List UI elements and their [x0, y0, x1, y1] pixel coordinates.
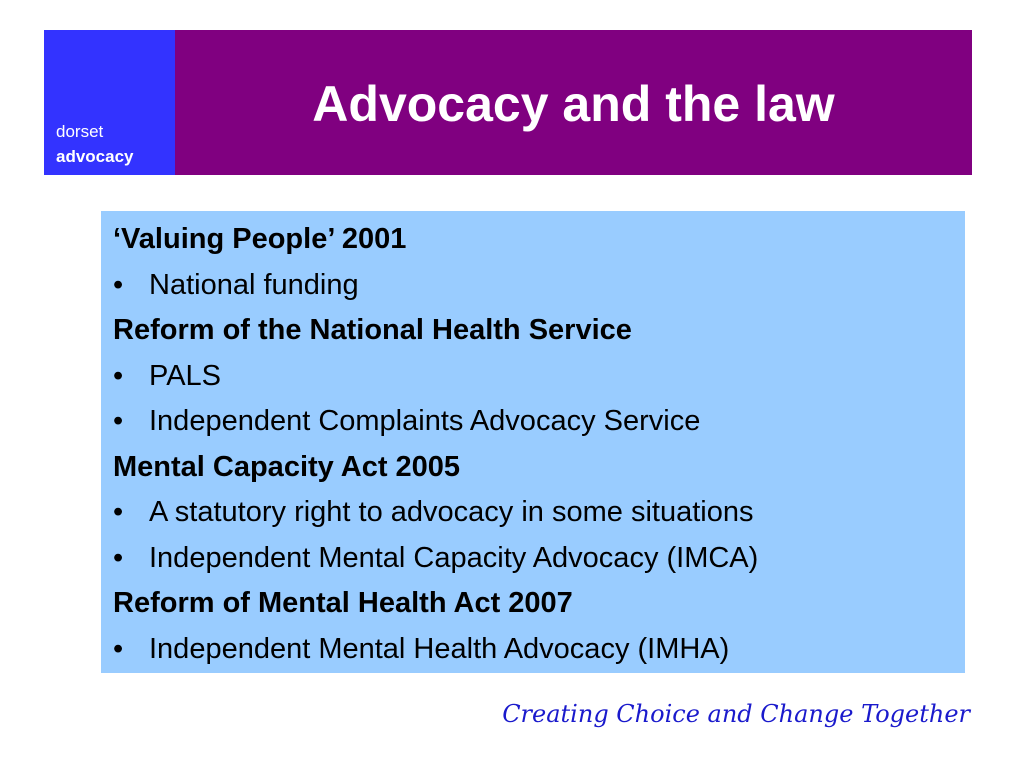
bullet-icon: •	[113, 405, 124, 437]
bullet-text: Independent Mental Capacity Advocacy (IMCA)	[149, 541, 759, 574]
bullet-item-imca	[113, 536, 953, 582]
bullet-item-imha	[113, 627, 953, 673]
section-heading-valuing-people	[113, 217, 953, 263]
tagline: Creating Choice and Change Together	[502, 700, 970, 728]
bullet-icon: •	[113, 496, 124, 528]
bullet-text: Independent Mental Health Advocacy (IMHA)	[149, 632, 730, 665]
content-box	[101, 211, 965, 673]
bullet-icon: •	[113, 359, 124, 392]
logo-text-advocacy: advocacy	[56, 147, 134, 166]
bullet-item-pals	[113, 354, 953, 400]
section-heading-nhs-reform	[113, 308, 953, 354]
bullet-item-icas	[113, 399, 953, 445]
heading-text: Mental Capacity Act 2005	[113, 450, 461, 483]
bullet-text: Independent Complaints Advocacy Service	[149, 405, 701, 437]
bullet-icon: •	[113, 541, 124, 574]
bullet-item-statutory-right	[113, 490, 953, 536]
bullet-icon: •	[113, 632, 124, 665]
bullet-item-national-funding	[113, 263, 953, 309]
bullet-text: A statutory right to advocacy in some situations	[149, 496, 754, 528]
logo	[44, 30, 175, 175]
slide-title: Advocacy and the law	[312, 76, 835, 132]
bullet-text: PALS	[149, 359, 222, 392]
heading-text: ‘Valuing People’ 2001	[113, 223, 407, 255]
bullet-text: National funding	[149, 268, 359, 301]
section-heading-mental-capacity-act	[113, 445, 953, 491]
logo-text-dorset: dorset	[56, 122, 104, 141]
heading-text: Reform of the National Health Service	[113, 314, 632, 346]
section-heading-mental-health-act	[113, 581, 953, 627]
bullet-icon: •	[113, 268, 124, 301]
heading-text: Reform of Mental Health Act 2007	[113, 587, 573, 619]
